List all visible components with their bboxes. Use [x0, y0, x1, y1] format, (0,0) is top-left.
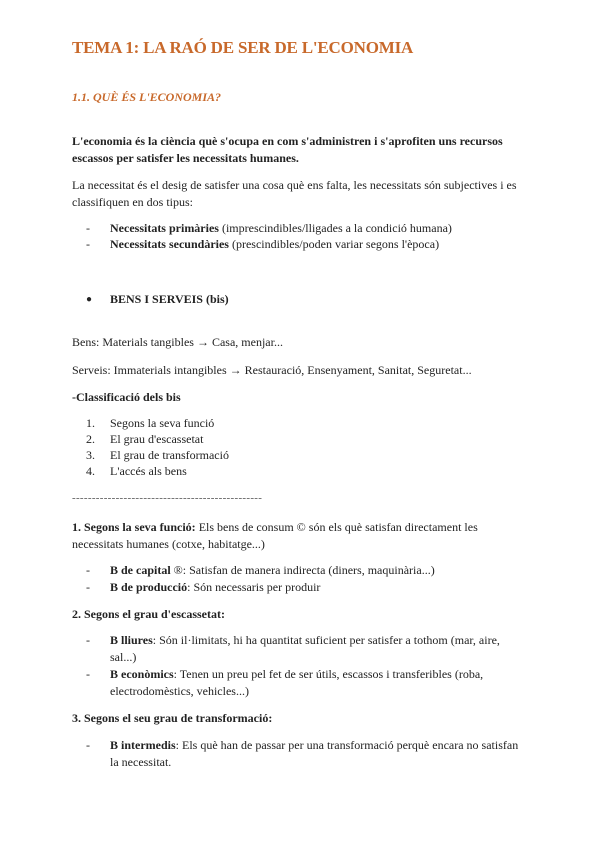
separator-line: ------------------------------------------------ [72, 492, 263, 504]
bullet-marker: ● [86, 294, 93, 305]
need-desc: (prescindibles/poden variar segons l'època) [228, 237, 440, 251]
item-term: B de capital [110, 563, 171, 577]
item-desc: : Són il·limitats, hi ha quantitat suficient per satisfer a tothom (mar, aire, sal...) [110, 633, 500, 664]
bullet-heading-text: BENS I SERVEIS (bis) [110, 292, 229, 306]
dash-marker: - [86, 237, 90, 251]
number-marker: 3. [86, 448, 95, 462]
item-term: B lliures [110, 633, 153, 647]
item-desc: : Tenen un preu pel fet de ser útils, escassos i transferibles (roba, electrodomèstics, vehicles...) [110, 667, 484, 698]
section3-item [86, 737, 526, 771]
number-marker: 1. [86, 416, 95, 430]
section1-heading: 1. Segons la seva funció: [72, 520, 196, 534]
dash-marker: - [86, 667, 90, 681]
classification-heading: -Classificació dels bis [72, 390, 181, 404]
classification-text: L'accés als bens [110, 464, 187, 478]
section-subtitle: 1.1. QUÈ ÉS L'ECONOMIA? [72, 90, 222, 104]
section2-item [86, 632, 526, 666]
item-desc: : Són necessaris per produir [187, 580, 321, 594]
item-desc: : Els què han de passar per una transformació perquè encara no satisfan la necessitat. [110, 738, 519, 769]
section2-heading: 2. Segons el grau d'escassetat: [72, 607, 225, 621]
need-item-primary [86, 220, 526, 237]
classification-text: Segons la seva funció [110, 416, 215, 430]
need-item-secondary [86, 236, 526, 253]
need-term: Necessitats primàries [110, 221, 219, 235]
dash-marker: - [86, 221, 90, 235]
necessity-intro: La necessitat és el desig de satisfer una cosa què ens falta, les necessitats són subjectives i es classifiquen en dos tipus: [72, 178, 517, 209]
page-title: TEMA 1: LA RAÓ DE SER DE L'ECONOMIA [72, 38, 414, 57]
bullet-heading [86, 291, 526, 308]
need-term: Necessitats secundàries [110, 237, 229, 251]
classification-item [86, 431, 526, 448]
definition-paragraph: L'economia és la ciència què s'ocupa en com s'administren i s'aprofiten uns recursos escassos per satisfer les necessitats humanes. [72, 134, 503, 165]
classification-item [86, 415, 526, 432]
section1-item [86, 562, 526, 579]
section1-item [86, 579, 526, 596]
section2-item [86, 666, 526, 700]
serveis-line: Serveis: Immaterials intangibles → Restauració, Ensenyament, Sanitat, Seguretat... [72, 363, 472, 377]
classification-text: El grau de transformació [110, 448, 229, 462]
bens-line: Bens: Materials tangibles → Casa, menjar... [72, 335, 283, 349]
section1-text: Els bens de consum © són els què satisfan directament les necessitats humanes (cotxe, habitatge...) [72, 520, 478, 551]
section1-paragraph [72, 519, 532, 553]
dash-marker: - [86, 563, 90, 577]
dash-marker: - [86, 633, 90, 647]
item-desc: ®: Satisfan de manera indirecta (diners, maquinària...) [170, 563, 435, 577]
classification-item [86, 447, 526, 464]
classification-text: El grau d'escassetat [110, 432, 204, 446]
need-desc: (imprescindibles/lligades a la condició humana) [218, 221, 452, 235]
section3-heading: 3. Segons el seu grau de transformació: [72, 711, 273, 725]
item-term: B intermedis [110, 738, 176, 752]
dash-marker: - [86, 738, 90, 752]
item-term: B econòmics [110, 667, 174, 681]
item-term: B de producció [110, 580, 188, 594]
dash-marker: - [86, 580, 90, 594]
number-marker: 4. [86, 464, 95, 478]
classification-item [86, 463, 526, 480]
number-marker: 2. [86, 432, 95, 446]
